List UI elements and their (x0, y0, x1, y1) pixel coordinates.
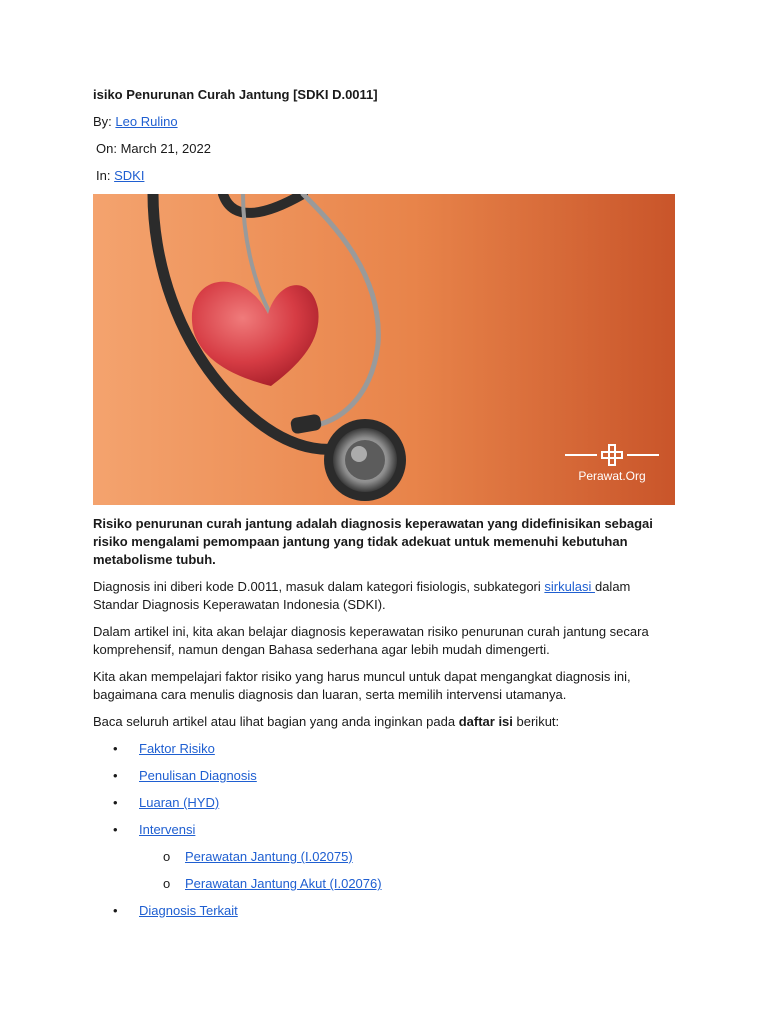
paragraph-code (93, 578, 677, 614)
category-line (93, 167, 677, 185)
logo-line-right (627, 454, 659, 456)
toc-subitem (139, 848, 677, 866)
toc-link-intervensi[interactable]: Intervensi (139, 822, 196, 837)
toc-link-perawatan-jantung[interactable]: Perawatan Jantung (I.02075) (185, 849, 353, 864)
toc-link-penulisan-diagnosis[interactable]: Penulisan Diagnosis (139, 768, 257, 783)
logo-line-left (565, 454, 597, 456)
toc-item (93, 902, 677, 920)
medical-cross-icon (601, 444, 623, 466)
publish-date: March 21, 2022 (120, 141, 211, 156)
toc-link-faktor-risiko[interactable]: Faktor Risiko (139, 741, 215, 756)
category-link[interactable]: SDKI (114, 168, 145, 183)
paragraph-overview: Kita akan mempelajari faktor risiko yang harus muncul untuk dapat mengangkat diagnosis ini, bagaimana cara menulis diagnosis dan luaran, serta memilih intervensi utamanya. (93, 669, 631, 702)
bullet-icon: • (113, 768, 118, 783)
hero-image (93, 194, 675, 505)
article-title: isiko Penurunan Curah Jantung [SDKI D.0011] (93, 87, 378, 102)
author-line (93, 113, 677, 131)
toc-item (93, 740, 677, 758)
sub-bullet-icon: o (163, 876, 171, 891)
in-label: In: (96, 168, 111, 183)
paragraph-code-text-2: dalam Standar Diagnosis Keperawatan Indonesia (SDKI). (93, 579, 631, 612)
on-label: On: (96, 141, 117, 156)
by-label: By: (93, 114, 112, 129)
author-link[interactable]: Leo Rulino (115, 114, 178, 129)
bullet-icon: • (113, 822, 118, 837)
table-of-contents (93, 740, 677, 920)
article (93, 86, 677, 929)
toc-item (93, 821, 677, 893)
toc-item (93, 794, 677, 812)
toc-item (93, 767, 677, 785)
toc-link-luaran[interactable]: Luaran (HYD) (139, 795, 220, 810)
bullet-icon: • (113, 903, 118, 918)
sirkulasi-link[interactable]: sirkulasi (544, 579, 595, 594)
toc-link-diagnosis-terkait[interactable]: Diagnosis Terkait (139, 903, 238, 918)
toc-subitem (139, 875, 677, 893)
date-line (93, 140, 677, 158)
paragraph-intro: Dalam artikel ini, kita akan belajar diagnosis keperawatan risiko penurunan curah jantung secara komprehensif, namun dengan Bahasa sederhana agar lebih mudah dimengerti. (93, 624, 649, 657)
perawat-logo (564, 444, 660, 485)
toc-intro-text-1: Baca seluruh artikel atau lihat bagian yang anda inginkan pada (93, 714, 459, 729)
toc-intro-bold: daftar isi (458, 714, 513, 729)
logo-text: Perawat.Org (578, 469, 646, 483)
toc-intro-text-2: berikut: (512, 714, 560, 729)
paragraph-code-text-1: Diagnosis ini diberi kode D.0011, masuk dalam kategori fisiologis, subkategori (93, 579, 545, 594)
paragraph-toc-intro (93, 713, 677, 731)
bullet-icon: • (113, 795, 118, 810)
lead-paragraph: Risiko penurunan curah jantung adalah diagnosis keperawatan yang didefinisikan sebagai risiko mengalami pemompaan jantung yang tidak adekuat untuk memenuhi kebutuhan metabolisme tubuh. (93, 516, 653, 567)
toc-sublist (139, 848, 677, 893)
toc-link-perawatan-jantung-akut[interactable]: Perawatan Jantung Akut (I.02076) (185, 876, 382, 891)
sub-bullet-icon: o (163, 849, 171, 864)
bullet-icon: • (113, 741, 118, 756)
